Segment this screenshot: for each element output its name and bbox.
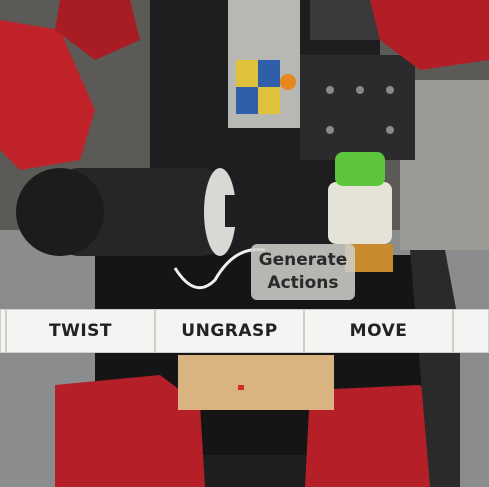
action-strip [0, 309, 489, 353]
action-cell-ungrasp: UNGRASP [155, 309, 304, 353]
action-cell-move: MOVE [304, 309, 453, 353]
gripper-plate [300, 55, 415, 160]
wood-block [178, 355, 334, 410]
gripper-end [16, 168, 104, 256]
generate-actions-label: Generate Actions [251, 244, 355, 300]
action-cell-edge-right [453, 309, 489, 353]
jar-lid [335, 152, 385, 186]
jar [328, 182, 392, 244]
action-cell-twist: TWIST [6, 309, 155, 353]
orange-connector [280, 74, 296, 90]
